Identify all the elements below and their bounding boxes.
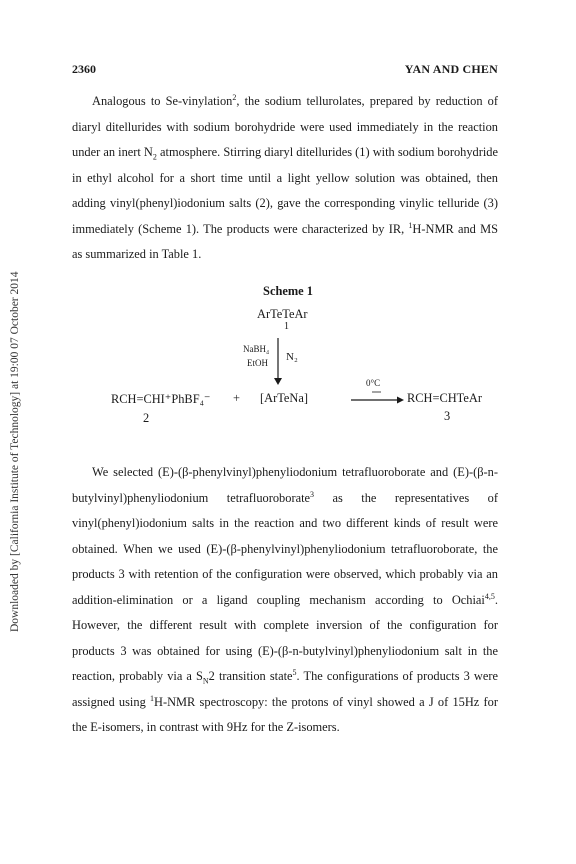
paragraph-1-text — [72, 89, 498, 268]
page-number: 2360 — [72, 62, 96, 76]
subscript: 2 — [152, 152, 157, 162]
condition-nabh4: NaBH₄ — [243, 344, 270, 354]
text-run: as the representatives of vinyl(phenyl)iodonium salts in the reaction and two different kinds of result were obtained. When we used (E)-(β-phenylvinyl)phenyliodonium tetrafluoroborate, the products 3 with retention of the configuration were observed, which probably via an addition-elimination or a ligand coupling mechanism according to Ochiai — [72, 490, 498, 607]
condition-n2: N₂ — [286, 351, 298, 363]
compound-label-3: 3 — [444, 409, 451, 423]
text-run: , the sodium tellurolates, prepared by reduction of diaryl ditellurides with sodium borohydride were used immediately in the reaction under an inert N — [72, 94, 498, 159]
text-run: . The configurations of products 3 were assigned using — [72, 669, 498, 709]
superscript: 1 — [408, 220, 413, 230]
scheme-title: Scheme 1 — [263, 284, 313, 298]
text-run: We selected (E)-(β-phenylvinyl)phenyliodonium tetrafluoroborate and (E)-(β-n-butylvinyl)phenyliodonium tetrafluoroborate — [72, 465, 498, 505]
text-run: . However, the different result with complete inversion of the configuration for products 3 was obtained for using (E)-(β-n-butylvinyl)phenyliodonium salt in the reaction, probably via a S — [72, 592, 498, 683]
text-run: Analogous to Se-vinylation — [92, 94, 233, 108]
paragraph-2 — [72, 460, 498, 741]
down-arrow-head — [274, 378, 282, 385]
condition-etoh: EtOH — [247, 358, 268, 368]
reference-superscript: 4,5 — [484, 591, 495, 601]
text-run: atmosphere. Stirring diaryl ditellurides (1) with sodium borohydride in ethyl alcohol for a short time until a light yellow solution was obtained, then adding vinyl(phenyl)iodonium salts (2), gave the corresponding vinylic telluride (3) immediately (Scheme 1). The products were characterized by IR, — [72, 145, 498, 236]
text-run: 2 transition state — [208, 669, 293, 683]
reference-superscript: 5 — [292, 667, 297, 677]
product-vinylic-telluride: RCH=CHTeAr — [407, 391, 482, 405]
paragraph-2-text — [72, 460, 498, 741]
paragraph-1 — [72, 89, 498, 268]
iodonium-salt: RCH=CHI⁺PhBF₄⁻ — [111, 392, 211, 406]
running-head: YAN AND CHEN — [404, 62, 498, 76]
reference-superscript: 2 — [232, 92, 237, 102]
sodium-tellurolate: [ArTeNa] — [260, 391, 308, 405]
compound-label-1: 1 — [284, 321, 289, 332]
subscript: N — [202, 676, 209, 686]
download-watermark: Downloaded by [California Institute of Technology] at 19:00 07 October 2014 — [9, 271, 21, 632]
plus-sign: + — [233, 391, 240, 405]
text-run: H-NMR and MS as summarized in Table 1. — [72, 221, 498, 261]
reagent-ditelluride: ArTeTeAr — [257, 307, 308, 321]
reference-superscript: 3 — [310, 489, 315, 499]
right-arrow-head — [397, 397, 404, 404]
arrow-condition-temperature: 0°C — [366, 378, 381, 388]
compound-label-2: 2 — [143, 411, 150, 425]
text-run: H-NMR spectroscopy: the protons of vinyl showed a J of 15Hz for the E-isomers, in contrast with 9Hz for the Z-isomers. — [72, 694, 498, 734]
superscript: 1 — [150, 693, 155, 703]
